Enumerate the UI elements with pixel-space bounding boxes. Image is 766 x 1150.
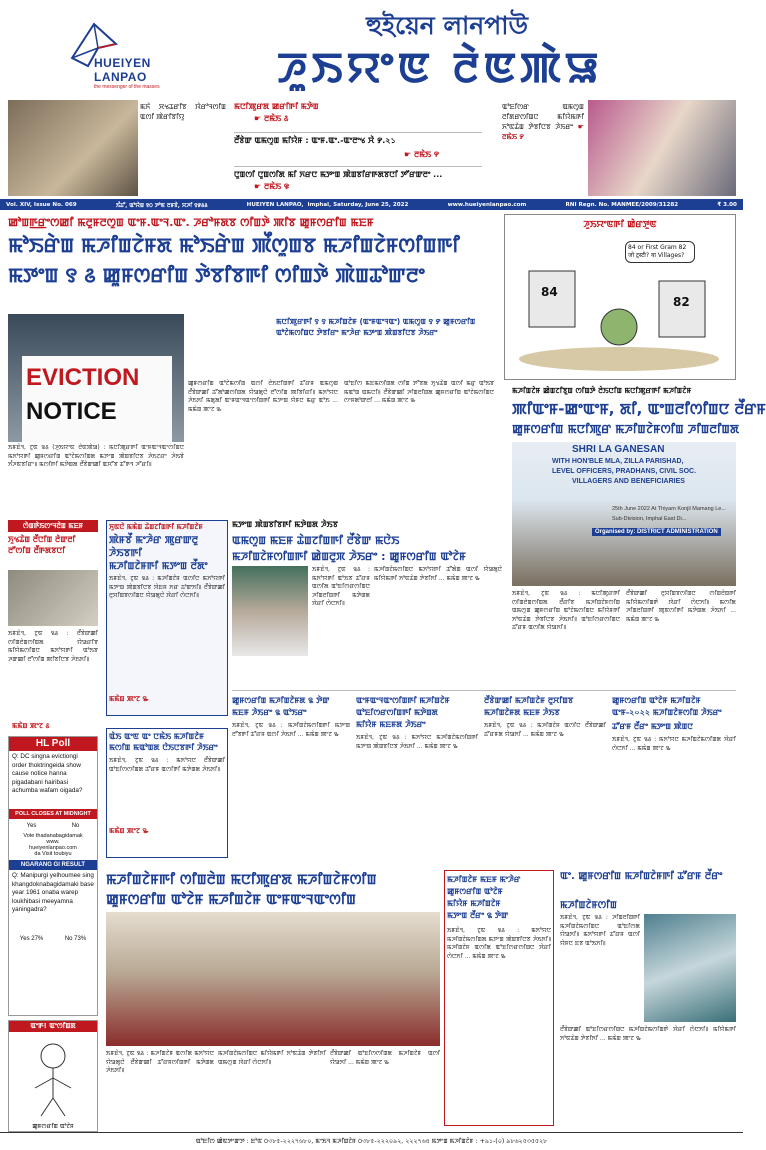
logo-text-1: HUEIYEN <box>94 56 151 70</box>
footer-contact: ꯑꯣꯐꯤꯁ ꯀꯥꯟꯇꯦꯛꯇ : ꯐꯣꯟ ꯰৩৮৫-২২২৭৬৮০, ꯃꯦꯏꯜ ꯃꯍꯤꯡꯖꯥꯝ ꯰৩৮৫-২২২০৯২, ২২২৭৬৪ ꯃꯇꯦꯡ ꯃꯍꯤꯡꯖꯥꯝ : +৯১-(০) ৯৮৬২৫৩৫৫২৮ <box>195 1138 548 1145</box>
teaser-photo-right <box>588 100 736 196</box>
official-headline-1: ꯑꯃꯁꯨꯡ ꯃꯐꯝ ꯊꯥꯡꯖꯤꯡꯒꯤ ꯂꯩꯕꯥꯛ ꯃꯅꯥꯏ <box>232 534 400 547</box>
mid-headline-2: ꯃꯍꯤꯡꯖꯥꯝꯒꯤ ꯃꯇꯦꯡ ꯂꯩꯗꯦ <box>109 561 208 572</box>
right-headline-1: ꯄꯤꯑꯦꯝ-ꯀꯦꯑꯦꯝ, ꯗꯤ, ꯑꯦꯡꯂꯤꯁꯤꯡꯅ ꯂꯩꯔꯝ <box>512 400 766 418</box>
poll-title: HL Poll <box>9 737 97 751</box>
surgery-headline-2: ꯃꯍꯤꯡꯖꯥꯝꯁꯤꯡ <box>560 900 617 911</box>
blue-box-body: ꯏꯝꯐꯥꯜ, ꯖꯨꯟ ꯲꯴ : ꯃꯈꯣꯌꯅ ꯂꯩꯕꯥꯛꯀꯤ ꯑꯣꯐꯤꯁꯁꯤꯡꯗ ꯊꯧꯔꯝ ꯑꯁꯤꯒꯤ ꯃꯇꯥꯡꯗ ꯍꯥꯏꯈꯤ꯫ <box>109 757 225 773</box>
surgery-headline-1: ꯑꯦ. ꯀꯨꯝꯁꯔꯤꯡ ꯃꯍꯤꯡꯖꯥꯝꯒꯤ ꯊꯧꯔꯝ ꯂꯩꯔꯦ <box>560 871 723 882</box>
surgery-photo <box>644 914 736 1022</box>
poll-yes-option[interactable]: Yes <box>26 823 37 829</box>
mid-kicker: ꯈꯨꯟꯅꯥ ꯃꯃꯥꯡ ꯊꯥꯡꯖꯤꯡꯒꯤ ꯃꯍꯤꯡꯖꯥꯝ <box>109 523 203 531</box>
row4-story-2: ꯑꯦꯝꯑꯦꯜꯑꯦꯁꯤꯡꯒꯤ ꯃꯍꯤꯡꯖꯥꯝ ꯑꯣꯐꯤꯁꯔꯁꯤꯡꯒꯤ ꯃꯇꯥꯡꯗ ꯃꯤꯌꯥꯝ ꯃꯐꯝꯗ ꯍꯥꯏꯔꯦ ꯏꯝꯐꯥꯜ, ꯖꯨꯟ ꯲꯴ : ꯃꯈꯣꯌꯅ ꯃꯍꯤꯡꯖꯥꯃꯁꯤꯡꯒꯤ ꯃꯇꯦꯡ ꯄꯥꯡꯕꯤꯅꯕ ꯍꯥꯏꯈꯤ ... ꯃꯃꯥꯡ ꯄꯦꯖ ꯳ <box>356 696 478 750</box>
right-body-2: ꯂꯩꯕꯥꯛꯀꯤ ꯂꯨꯆꯤꯡꯕꯁꯤꯡꯅ ꯁꯤꯡꯂꯥꯡꯒꯤ ꯃꯤꯌꯥꯃꯁꯤꯡꯒꯥ ꯋꯥꯔꯤ ꯁꯥꯅꯈꯤ꯫ ꯃꯁꯤꯗ ꯍꯤꯡꯂꯤꯡꯒꯤ ꯄꯨꯟꯁꯤꯒꯤ ꯃꯇꯥꯡꯗ ꯍꯥꯏꯈꯤ ... ꯃꯃꯥꯡ ꯄꯦꯖ ꯳ <box>626 590 736 623</box>
left-box-title: ꯁꯥꯡꯒꯥꯏꯁꯦꯜꯂꯥꯡ ꯃꯐꯝ <box>8 520 98 532</box>
blue-box <box>106 728 228 858</box>
left-col-photo <box>8 570 98 626</box>
cartoon-speech: 84 or First Gram 82 जो ट्रस्टी? या Villages? <box>625 241 695 263</box>
lead-kicker: ꯀꯣꯡꯒ꯭ꯔꯦꯁꯀꯤ ꯃꯂꯨꯝꯂꯁꯨꯡ ꯑꯦꯝ.ꯑꯦꯜ.ꯑꯦ. ꯍꯔꯣꯝꯗꯕ ꯁꯤꯡꯇꯥ ꯄꯤꯕ ꯀꯨꯝꯁꯔꯤꯡ ꯃꯐꯝ <box>8 216 374 229</box>
eviction-notice-photo <box>8 314 184 442</box>
official-kicker: ꯃꯇꯦꯡ ꯄꯥꯡꯕꯤꯕꯒꯤ ꯃꯇꯥꯡꯗ ꯍꯥꯏꯕ <box>232 520 338 529</box>
bottom-headline-1: ꯃꯍꯤꯡꯖꯥꯝꯒꯤ ꯁꯤꯡꯂꯥꯡ ꯃꯅꯤꯄꯨꯔꯗ ꯃꯍꯤꯡꯖꯥꯝꯁꯤꯡ <box>106 872 377 888</box>
official-body-1: ꯏꯝꯐꯥꯜ, ꯖꯨꯟ ꯲꯴ : ꯃꯈꯣꯌꯒꯤ ꯑꯣꯏꯕ ꯊꯧꯔꯝ ꯑꯁꯤꯗ ꯑꯣꯐꯤꯁꯔꯁꯤꯡꯅ ꯍꯤꯡꯂꯤꯡꯒꯤ ꯃꯇꯥꯡꯗ ꯋꯥꯔꯤ ꯁꯥꯅꯈꯤ꯫ <box>312 566 370 608</box>
lead-body-right: ꯑꯣꯐꯤꯁ ꯃꯐꯃꯁꯤꯡꯗ ꯁꯤꯡ ꯇꯧꯕꯗ ꯈꯨꯠꯊꯥꯡ ꯑꯁꯤ ꯃꯔꯨ ꯑꯣꯏꯕ ꯃꯑꯣꯡ ꯑꯃꯅꯤ꯫ ꯂꯩꯕꯥꯛꯀꯤ ꯍꯤꯡꯂꯤꯡꯗ ꯀꯨꯝꯁꯔꯤꯡ ꯑꯣꯖꯥꯃꯁꯤꯡꯅ ꯁꯦꯝꯗꯣꯛꯂꯤ ... ꯃꯃꯥꯡ ꯄꯦꯖ ꯳ <box>344 380 494 405</box>
teaser-mid-2[interactable]: ꯂꯩꯕꯥꯛ ꯑꯃꯁꯨꯡ ꯃꯤꯌꯥꯝ : ꯑꯦꯝ.ꯑꯦ.-ꯑꯦꯂꯦꯠ ꯆꯥ ꯸.২১ ☛ ꯂꯃꯥꯏ ꯵ <box>234 136 439 159</box>
lead-body-mid: ꯀꯨꯝꯁꯔꯤꯡ ꯑꯣꯖꯥꯃꯁꯤꯡ ꯑꯁꯤ ꯂꯥꯏꯅꯤꯡꯒꯤ ꯊꯧꯔꯝ ꯑꯃꯁꯨꯡ ꯂꯩꯕꯥꯛꯀꯤ ꯊꯧꯗꯣꯀꯁꯤꯡꯗ ꯌꯥꯎꯗꯨꯅꯥ ꯂꯧꯁꯤꯡ ꯄꯤꯕꯤꯔꯤ꯫ ꯃꯈꯣꯌꯅ ꯍꯥꯏꯈꯤ ꯃꯗꯨꯗꯤ ꯑꯦꯝꯑꯦꯜꯑꯦꯁꯤꯡꯒꯤ ꯃꯇꯦꯡ ꯌꯥꯝꯅ ꯃꯔꯨ ꯑꯣꯏ ... ꯃꯃꯥꯡ ꯄꯦꯖ ꯳ <box>188 380 338 413</box>
bottom-left-sketch <box>9 1032 97 1118</box>
teaser-photo-left <box>8 100 138 196</box>
lead-headline-1: ꯃꯣꯏꯔꯥꯡ ꯃꯍꯤꯡꯖꯥꯝꯗ ꯃꯣꯏꯔꯥꯡ ꯄꯩꯁꯨꯡꯕ ꯃꯍꯤꯡꯖꯥꯝꯁꯤꯡꯒꯤ <box>8 233 460 257</box>
cartoon-title: ꯍꯨꯏꯌꯦꯟꯒꯤ ꯀꯥꯔꯇꯨꯟ <box>583 220 657 230</box>
surgery-body-1: ꯏꯝꯐꯥꯜ, ꯖꯨꯟ ꯲꯴ : ꯍꯤꯡꯂꯤꯡꯒꯤ ꯃꯍꯤꯡꯖꯥꯃꯁꯤꯡꯅ ꯑꯣꯐꯤꯁꯗ ꯌꯥꯎꯈꯤ꯫ ꯃꯈꯣꯌꯒꯤ ꯊꯧꯔꯝ ꯑꯁꯤ ꯌꯥꯝꯅ ꯐꯕ ꯑꯣꯏꯈꯤ꯫ <box>560 914 640 947</box>
right-body-1: ꯏꯝꯐꯥꯜ, ꯖꯨꯟ ꯲꯴ : ꯃꯅꯤꯄꯨꯔꯒꯤ ꯁꯤꯡꯂꯥꯡꯁꯤꯡꯗ ꯂꯩꯔꯤꯕ ꯃꯍꯤꯡꯖꯥꯝꯁꯤꯡ ꯑꯃꯁꯨꯡ ꯀꯨꯝꯁꯔꯤꯡ ꯑꯣꯖꯥꯃꯁꯤꯡꯅ ꯃꯤꯌꯥꯝꯒꯤ ꯈꯣꯟꯊꯥꯡ ꯇꯥꯕꯤꯅꯕ ꯍꯥꯏꯈꯤ꯫ ꯑꯣꯐꯤꯁꯔꯁꯤꯡꯅ ꯊꯧꯔꯝ ꯑꯁꯤꯗ ꯌꯥꯎꯈꯤ꯫ <box>512 590 620 632</box>
poll-no-option[interactable]: No <box>71 823 80 829</box>
row4-story-1: ꯀꯨꯝꯁꯔꯤꯡ ꯃꯍꯤꯡꯖꯥꯝꯗ ꯲ ꯇꯥꯛ ꯃꯐꯝ ꯍꯥꯏꯔꯦ ꯲ ꯑꯣꯏꯔꯦ ꯏꯝꯐꯥꯜ, ꯖꯨꯟ ꯲꯴ : ꯃꯍꯤꯡꯖꯥꯃꯁꯤꯡꯒꯤ ꯃꯇꯦꯡ ꯂꯧꯕꯒꯤ ꯊꯧꯔꯝ ꯑꯁꯤ ꯍꯥꯏꯈꯤ ... ꯃꯃꯥꯡ ꯄꯦꯖ ꯳ <box>232 696 350 738</box>
meitei-title: ꯍꯨꯏꯌꯦꯟ ꯂꯥꯟꯄꯥꯎ <box>277 43 603 92</box>
mid-more[interactable]: ꯃꯃꯥꯡ ꯄꯦꯖ ꯳ <box>109 695 149 703</box>
lead-body-left: ꯏꯝꯐꯥꯜ, ꯖꯨꯟ ꯲꯴ (ꯍꯨꯏꯌꯦꯟ ꯂꯥꯟꯄꯥꯎ) : ꯃꯅꯤꯄꯨꯔꯒꯤ ꯑꯦꯝꯑꯦꯜꯑꯦꯁꯤꯡꯅ ꯃꯈꯣꯌꯒꯤ ꯀꯨꯝꯁꯔꯤꯡ ꯑꯣꯖꯥꯃꯁꯤꯡꯗ ꯃꯇꯦꯡ ꯄꯥꯡꯕꯤꯅꯕ ꯍꯥꯏꯖꯔꯦ ꯍꯥꯏꯕꯥ ꯈꯪꯍꯟꯕꯤꯔꯦ꯫ ꯃꯁꯤꯒꯤ ꯃꯇꯥꯡꯗ ꯂꯩꯕꯥꯛꯀꯤ ꯑꯆꯧꯕ ꯊꯧꯒꯜ ꯍꯧꯔꯤ꯫ <box>8 444 184 469</box>
bottom-headline-2: ꯀꯨꯝꯁꯔꯤꯡ ꯑꯣꯖꯥꯝ ꯃꯍꯤꯡꯖꯥꯝ ꯑꯦꯝꯑꯦꯜꯑꯦꯁꯤꯡ <box>106 892 356 908</box>
blue-box-headline: ꯑꯥꯏ ꯑꯦꯟ ꯑꯦ ꯅꯃꯥꯏ ꯃꯍꯤꯡꯖꯥꯝ ꯃꯁꯤꯡ ꯃꯑꯣꯡꯗ ꯅꯥꯏꯅꯕꯒꯤ ꯍꯥꯏꯔꯦ <box>109 732 218 752</box>
poll-vote-4: da Visit toubiyu <box>34 851 72 857</box>
row4-story-3: ꯂꯩꯕꯥꯛꯀꯤ ꯃꯍꯤꯡꯖꯥꯝ ꯂꯨꯆꯤꯡꯕ ꯃꯍꯤꯡꯖꯥꯝꯗ ꯃꯐꯝ ꯍꯥꯏꯕ ꯏꯝꯐꯥꯜ, ꯖꯨꯟ ꯲꯴ : ꯃꯍꯤꯡꯖꯥꯝ ꯑꯁꯤꯅ ꯂꯩꯕꯥꯛꯀꯤ ꯊꯧꯔꯝꯗ ꯌꯥꯎꯈꯤ ... ꯃꯃꯥꯡ ꯄꯦꯖ ꯳ <box>484 696 606 738</box>
poll-result-question: Q: Manipurgi yelhoumee sing khangdoknabagidamaki base year 1961 onaba warep loukhibasi meeyamna yaningadra? <box>12 872 94 914</box>
mid-body: ꯏꯝꯐꯥꯜ, ꯖꯨꯟ ꯲꯴ : ꯃꯍꯤꯡꯖꯥꯝ ꯑꯁꯤꯅ ꯃꯈꯣꯌꯒꯤ ꯃꯇꯦꯡ ꯄꯥꯡꯕꯤꯅꯕ ꯋꯥꯐꯝ ꯈꯔ ꯊꯣꯛꯈꯤ꯫ ꯂꯩꯕꯥꯛꯀꯤ ꯂꯨꯆꯤꯡꯕꯁꯤꯡꯅ ꯌꯥꯎꯗꯨꯅꯥ ꯋꯥꯔꯤ ꯁꯥꯅꯈꯤ꯫ <box>109 575 225 600</box>
cartoon-sign-1: 84 <box>541 285 558 299</box>
lead-headline-2: ꯃꯇꯦꯡ ꯱ ꯴ ꯀꯨꯝꯁꯔꯤꯡ ꯇꯥꯕꯤꯕꯒꯤ ꯁꯤꯡꯇꯥ ꯄꯥꯡꯊꯣꯛꯂꯦ <box>8 263 425 287</box>
cartoon-drawing <box>509 231 731 377</box>
official-headline-2: ꯃꯍꯤꯡꯖꯥꯝꯁꯤꯡꯒꯤ ꯀꯥꯡꯂꯨꯞ ꯍꯥꯏꯔꯦ : ꯀꯨꯝꯁꯔꯤꯡ ꯑꯣꯖꯥꯝ <box>232 550 466 563</box>
blue-box-more[interactable]: ꯃꯃꯥꯡ ꯄꯦꯖ ꯳ <box>109 827 149 835</box>
mid-headline-1: ꯄꯥꯝꯕꯩ ꯃꯦꯍꯥꯔ ꯄꯨꯔꯛꯂꯨ ꯍꯥꯏꯕꯒꯤ <box>109 535 199 559</box>
poll-result-title: NGARANG GI RESULT <box>9 860 97 870</box>
poll-vote-2: www. <box>46 839 60 845</box>
eviction-word: EVICTION <box>26 364 140 391</box>
poll-vote-1: Vote thadanabagidamak <box>23 833 83 839</box>
right-event-photo: SHRI LA GANESAN WITH HON'BLE MLA, ZILLA PARISHAD, LEVEL OFFICERS, PRADHANS, CIVIL SOC. VILLAGERS AND BENEFICIARIES 25th June 2022 At Thiyam Konjil Mamang Le... Sub-Division, Imphal East Di... Organised by: DISTRICT ADMINISTRATION <box>512 442 736 586</box>
poll-vote-link[interactable]: hueiyenlanpao.com <box>29 845 77 851</box>
bottom-body-2: ꯃꯍꯤꯡꯖꯥꯃꯁꯤꯡꯅ ꯃꯤꯌꯥꯃꯒꯤ ꯈꯣꯟꯊꯥꯡ ꯇꯥꯕꯤꯈꯤ ꯑꯃꯁꯨꯡ ꯋꯥꯔꯤ ꯁꯥꯅꯈꯤ꯫ <box>218 1050 326 1066</box>
mid-story-box <box>106 520 228 716</box>
poll-closes: POLL CLOSES AT MIDNIGHT <box>9 809 97 819</box>
notice-word: NOTICE <box>26 398 117 425</box>
red-box: ꯃꯍꯤꯡꯖꯥꯝ ꯃꯐꯝ ꯃꯦꯍꯥꯔ ꯀꯨꯝꯁꯔꯤꯡ ꯑꯣꯖꯥꯝ ꯃꯤꯌꯥꯝ ꯃꯍꯤꯡꯖꯥꯝ ꯃꯇꯦꯡ ꯂꯩꯔꯦ ꯲ ꯇꯥꯛ ꯏꯝꯐꯥꯜ, ꯖꯨꯟ ꯲꯴ : ꯃꯈꯣꯌꯅ ꯃꯍꯤꯡꯖꯥꯃꯁꯤꯡꯗ ꯃꯇꯦꯡ ꯄꯥꯡꯕꯤꯅꯕ ꯍꯥꯏꯈꯤ꯫ ꯃꯍꯤꯡꯖꯥꯝ ꯑꯁꯤꯗ ꯑꯣꯐꯤꯁꯔꯁꯤꯡꯅ ꯋꯥꯔꯤ ꯁꯥꯅꯈꯤ ... ꯃꯃꯥꯡ ꯄꯦꯖ ꯳ <box>444 870 554 1126</box>
official-portrait <box>232 566 308 656</box>
logo-tagline: the messenger of the masses <box>94 84 160 90</box>
left-col-more[interactable]: ꯃꯃꯥꯡ ꯄꯦꯖ ꯴ <box>12 722 50 730</box>
teaser-right-text[interactable]: ꯑꯣꯐꯤꯁꯔ ꯑꯃꯁꯨꯡ ꯂꯤꯗꯔꯁꯤꯡꯅ ꯃꯤꯌꯥꯃꯒꯤ ꯈꯣꯟꯊꯥꯡ ꯇꯥꯕꯤꯅꯕ ꯍꯥꯏꯔꯦ ☛ ꯂꯃꯥꯏ ꯸ <box>502 103 585 141</box>
official-body-2: ꯃꯍꯤꯡꯖꯥꯃꯁꯤꯡꯅ ꯃꯈꯣꯌꯒꯤ ꯊꯧꯗꯥꯡ ꯑꯁꯤ ꯌꯥꯎꯗꯨꯅꯥ ꯃꯤꯌꯥꯃꯒꯤ ꯈꯣꯟꯊꯥꯡ ꯇꯥꯕꯤꯈꯤ ... ꯃꯃꯥꯡ ꯄꯦꯖ ꯳ <box>374 566 502 582</box>
bottom-body-1: ꯏꯝꯐꯥꯜ, ꯖꯨꯟ ꯲꯴ : ꯃꯍꯤꯡꯖꯥꯝ ꯑꯁꯤꯗ ꯃꯈꯣꯌꯅ ꯌꯥꯎꯗꯨꯅꯥ ꯂꯩꯕꯥꯛꯀꯤ ꯊꯧꯔꯝꯁꯤꯡꯒꯤ ꯃꯇꯥꯡꯗ ꯍꯥꯏꯈꯤ꯫ <box>106 1050 214 1075</box>
surgery-body-2: ꯂꯩꯕꯥꯛꯀꯤ ꯑꯣꯐꯤꯁꯔꯁꯤꯡꯅ ꯃꯍꯤꯡꯖꯥꯃꯁꯤꯡꯒꯥ ꯋꯥꯔꯤ ꯁꯥꯅꯈꯤ꯫ ꯃꯤꯌꯥꯃꯒꯤ ꯈꯣꯟꯊꯥꯡ ꯇꯥꯕꯤꯈꯤ ... ꯃꯃꯥꯡ ꯄꯦꯖ ꯳ <box>560 1026 736 1042</box>
row4-story-4: ꯀꯨꯝꯁꯔꯤꯡ ꯑꯣꯖꯥꯝ ꯃꯍꯤꯡꯖꯥꯝ ꯑꯦꯝ-২০২২ ꯃꯍꯤꯡꯖꯥꯝꯁꯤꯡ ꯍꯥꯏꯔꯦ ꯊꯧꯔꯝ ꯂꯩꯔꯦ ꯃꯇꯦꯡ ꯄꯥꯡꯅ ꯏꯝꯐꯥꯜ, ꯖꯨꯟ ꯲꯴ : ꯃꯈꯣꯌꯅ ꯃꯍꯤꯡꯖꯥꯃꯁꯤꯡꯗ ꯋꯥꯔꯤ ꯁꯥꯅꯈꯤ ... ꯃꯃꯥꯡ ꯄꯦꯖ ꯳ <box>612 696 736 752</box>
masthead <box>0 0 743 98</box>
bottom-event-photo <box>106 912 440 1046</box>
info-bar: Vol. XIV, Issue No. 069 ꯏꯪꯊꯧ, ꯑꯣꯌꯥꯡ ꯱꯰ ꯇꯣꯟ ꯂꯝꯕꯥ, ꯆꯍꯤ ꯱꯹꯴꯴ HUEIYEN LANPAO, Imphal, Saturday, June 25, 2022 www.hueiyenlanpao.com RNI Regn. No. MANMEE/2009/31282 ₹ 3.00 <box>0 199 743 210</box>
teaser-mid-3[interactable]: ꯅꯨꯡꯁꯤ ꯅꯨꯡꯁꯤꯗ ꯃꯤ ꯈꯔꯅ ꯃꯇꯦꯡ ꯄꯥꯡꯕꯤꯔꯒꯗꯕꯅꯤ ꯇꯧꯔꯛꯂꯦ ... ☛ ꯂꯃꯥꯏ ꯶ <box>234 170 443 191</box>
cartoon-sign-2: 82 <box>673 295 690 309</box>
lead-deck: ꯃꯅꯤꯄꯨꯔꯒꯤ ꯱ ꯱ ꯃꯍꯤꯡꯖꯥꯝ (ꯑꯦꯝꯑꯦꯜꯑꯦ) ꯑꯃꯁꯨꯡ ꯱ ꯸ ꯀꯨꯝꯁꯔꯤꯡ ꯑꯣꯖꯥꯃꯁꯤꯡꯅ ꯇꯥꯕꯤꯔꯦ ꯃꯦꯍꯥꯔ ꯃꯇꯦꯡ ꯄꯥꯡꯕꯤꯅꯕ ꯍꯥꯏꯔꯦ <box>276 317 476 337</box>
right-kicker: ꯃꯍꯤꯡꯖꯥꯝ ꯀꯥꯡꯖꯤꯕꯨꯡ ꯁꯤꯡꯇꯥ ꯂꯥꯏꯅꯤꯡ ꯃꯅꯤꯄꯨꯔꯒꯤ ꯃꯍꯤꯡꯖꯥꯝ <box>512 386 692 395</box>
bottom-body-3: ꯂꯩꯕꯥꯛꯀꯤ ꯑꯣꯐꯤꯁꯁꯤꯡꯗ ꯃꯍꯤꯡꯖꯥꯝ ꯑꯁꯤ ꯌꯥꯎꯈꯤ ... ꯃꯃꯥꯡ ꯄꯦꯖ ꯳ <box>330 1050 440 1066</box>
teaser-mid-1[interactable]: ꯃꯅꯤꯄꯨꯔꯗ ꯀꯔꯤꯒꯤ ꯃꯇꯥꯡ ☛ ꯂꯃꯥꯏ ꯴ <box>234 102 319 123</box>
logo-text-2: LANPAO <box>94 70 147 84</box>
bottom-left-caption: ꯀꯨꯝꯁꯔꯤꯡ ꯑꯣꯖꯥꯝ <box>32 1123 74 1130</box>
poll-result-no: No 73% <box>64 936 87 942</box>
hl-poll-box <box>8 736 98 1016</box>
bengali-title: হুইয়েন লানপাউ <box>366 11 528 40</box>
right-headline-2: ꯀꯨꯝꯁꯔꯤꯡ ꯃꯅꯤꯄꯨꯔ ꯃꯍꯤꯡꯖꯥꯝꯁꯤꯡ ꯍꯤꯡꯂꯤꯡꯗ <box>512 422 740 436</box>
bottom-left-title: ꯑꯦꯒ! ꯑꯦꯁꯤꯡꯗ <box>9 1021 97 1032</box>
left-col-body: ꯏꯝꯐꯥꯜ, ꯖꯨꯟ ꯲꯴ : ꯂꯩꯕꯥꯛꯀꯤ ꯁꯤꯡꯂꯥꯡꯁꯤꯡꯗ ꯌꯥꯎꯔꯤꯕ ꯃꯤꯌꯥꯃꯁꯤꯡꯅ ꯃꯈꯣꯌꯒꯤ ꯑꯣꯏꯕ ꯍꯛꯀꯤ ꯂꯧꯁꯤꯡ ꯄꯤꯕꯤꯅꯕ ꯍꯥꯏꯈꯤ꯫ <box>8 630 98 663</box>
poll-result-yes: Yes 27% <box>19 936 44 942</box>
cartoon-box <box>504 214 736 380</box>
left-small-head: ꯈꯨꯠꯊꯥꯡ ꯂꯩꯅꯤꯡ ꯂꯥꯛꯂꯤ ꯂꯧꯁꯤꯡ ꯂꯩꯒꯗꯕꯅꯤ <box>8 535 76 555</box>
poll-question: Q: DC singna evictiongi order thoktringeida show cause notice hanna pigadabani hairibasi achumba wafam oigada? <box>12 753 83 795</box>
teaser-left-text: ꯃꯈꯥ ꯆꯠꯊꯔꯤꯕ ꯋꯥꯔꯣꯜꯁꯤꯡ ꯑꯁꯤ ꯄꯥꯔꯤꯕꯤꯌꯨ <box>140 103 226 121</box>
bottom-left-cartoon <box>8 1020 98 1132</box>
